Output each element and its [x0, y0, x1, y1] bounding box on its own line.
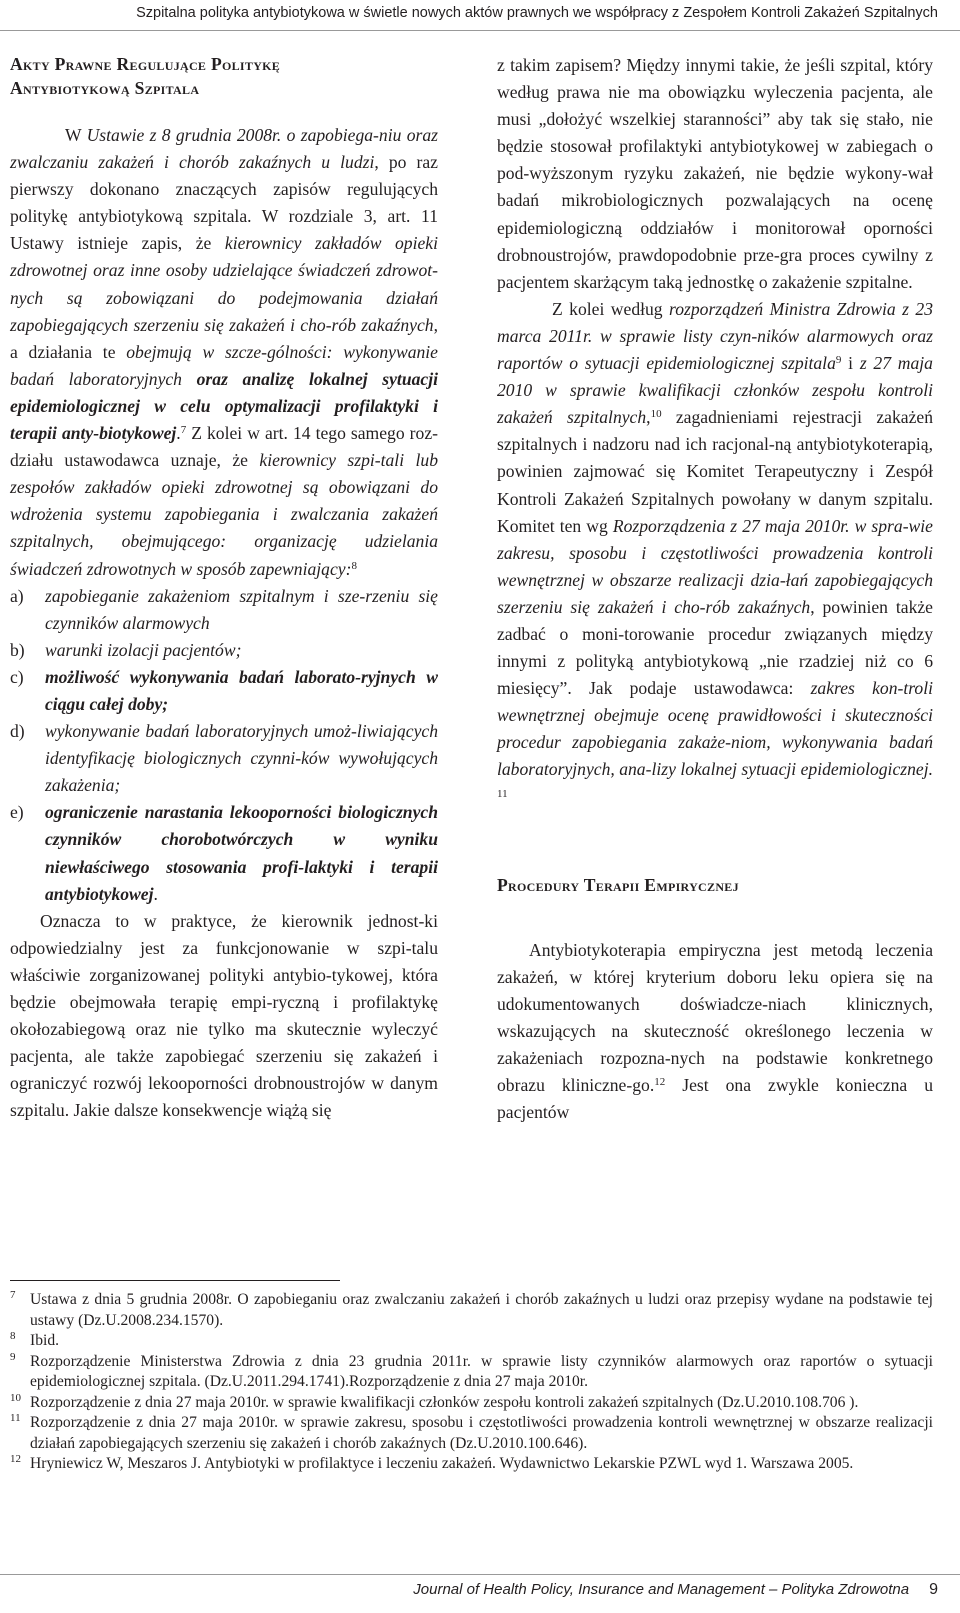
- footnote-ref-8[interactable]: 8: [351, 559, 357, 572]
- section-title-line-2: Antybiotykową Szpitala: [10, 78, 200, 98]
- section-title-empirical: Procedury Terapii Empirycznej: [497, 874, 739, 895]
- footer-divider: [0, 1574, 960, 1575]
- footnote-ref-12[interactable]: 12: [654, 1076, 666, 1089]
- list-label: a): [10, 585, 24, 606]
- quoted-provision: obejmują w szcze-gólności: wykonywanie badań laboratoryjnych: [10, 341, 438, 389]
- list-item: [10, 718, 438, 799]
- footnote-number: 8: [10, 1330, 16, 1342]
- list-text: możliwość wykonywania badań laborato-ryjnych w ciągu całej doby;: [45, 666, 438, 714]
- footnote-text: Hryniewicz W, Meszaros J. Antybiotyki w profilaktyce i leczeniu zakażeń. Wydawnictwo Lekarskie PZWL wyd 1. Warszawa 2005.: [30, 1455, 854, 1472]
- footnotes: [10, 1290, 933, 1475]
- text-run: .: [176, 423, 181, 444]
- list-text: wykonywanie badań laboratoryjnych umoż-liwiających identyfikację biologicznych czynni-ków wywołujących zakażenia;: [45, 721, 438, 796]
- list-item: [10, 664, 438, 718]
- list-label: c): [10, 666, 24, 687]
- section-title-legal-acts: [10, 52, 438, 100]
- list-item: [10, 583, 438, 637]
- list-text: zapobieganie zakażeniom szpitalnym i sze-rzeniu się czynników alarmowych: [45, 585, 438, 633]
- footnote-8: [10, 1331, 933, 1352]
- footnote-number: 11: [10, 1412, 21, 1424]
- text-run: Z kolei według: [552, 298, 670, 319]
- footnote-12: [10, 1454, 933, 1475]
- paragraph-regulations: [497, 296, 933, 811]
- regulation-title: Rozporządzenia z 27 maja 2010r. w spra-wie zakresu, sposobu i częstotliwości prowadzenia kontroli wewnętrznej w obszarze realizacji dzia-łań zapobiegających szerzeniu się zakażeń i cho-rób zakaźnych: [497, 515, 933, 617]
- footnote-ref-11[interactable]: 11: [497, 787, 508, 800]
- journal-name: Journal of Health Policy, Insurance and Management – Polityka Zdrowotna: [413, 1581, 910, 1598]
- text-run: i: [841, 353, 860, 374]
- footnote-divider: [10, 1280, 340, 1281]
- footnote-7: [10, 1290, 933, 1331]
- footnote-10: [10, 1393, 933, 1414]
- footnote-number: 7: [10, 1289, 16, 1301]
- footnote-number: 9: [10, 1350, 16, 1363]
- list-item: [10, 637, 438, 664]
- list-label: b): [10, 639, 25, 660]
- footnote-ref-9[interactable]: 9: [835, 354, 842, 367]
- paragraph-act-2008: [10, 122, 438, 583]
- footnote-number: 10: [10, 1391, 21, 1404]
- list-item: [10, 799, 438, 907]
- footnote-text: Ustawa z dnia 5 grudnia 2008r. O zapobieganiu oraz zwalczaniu zakażeń i chorób zakaźnych u ludzi oraz przepisy wydane na podstawie tej ustawy (Dz.U.2008.234.1570).: [30, 1291, 933, 1329]
- footnote-text: Rozporządzenie z dnia 27 maja 2010r. w sprawie kwalifikacji członków zespołu kontroli zakażeń szpitalnych (Dz.U.2010.108.706 ).: [30, 1393, 859, 1411]
- text-run: Z kolei w art. 14 tego samego roz-działu ustawodawca uznaje, że: [10, 423, 438, 471]
- left-column: [10, 52, 438, 1124]
- footnote-9: [10, 1352, 933, 1393]
- paragraph-empirical-therapy: [497, 937, 933, 1127]
- regulation-title: rozporządzeń Ministra Zdrowia z 23 marca 2011r. w sprawie listy czyn-ników alarmowych oraz raportów o sytuacji epidemiologicznej szpitala: [497, 298, 933, 374]
- header-divider: [0, 30, 960, 31]
- quoted-provision: zakres kon-troli wewnętrznej obejmuje ocenę prawidłowości i skuteczności procedur zapobiegania zakaże-niom, wykonywania badań laboratoryjnych, ana-lizy lokalnej sytuacji epidemiologicznej.: [497, 678, 934, 780]
- paragraph-continuation: z takim zapisem? Między innymi takie, że jeśli szpital, który według prawa nie ma obowiązku wyleczenia pacjenta, ale musi „dołożyć wszelkiej staranności” aby tak się stało, nie będzie stosował profilaktyki antybiotykowej w zabiegach o pod-wyższonym ryzyku zakażeń, nie będzie wykony-wał badań mikrobiologicznych pozwalających na ocenę epidemiologiczną oddziałów i monitorował oporności drobnoustrojów, prawdopodobnie prze-gra proces cywilny z pacjentem skarżącym taką jednostkę o zakażenie szpitalne.: [497, 55, 933, 292]
- list-label: e): [10, 802, 24, 823]
- footnote-ref-10[interactable]: 10: [650, 408, 662, 421]
- running-head: Szpitalna polityka antybiotykowa w świetle nowych aktów prawnych we współpracy z Zespołem Kontroli Zakażeń Szpitalnych: [136, 5, 938, 21]
- text-run: , a działania te: [10, 314, 438, 362]
- text-run: .: [153, 883, 158, 904]
- text-run: Antybiotykoterapia empiryczna jest metodą leczenia zakażeń, w której kryterium doboru leku opiera się na udokumentowanych doświadcze-niach klinicznych, wskazujących na skuteczność określonego leczenia w zakażeniach rozpozna-nych na podstawie konkretnego obrazu kliniczne-go.: [497, 939, 933, 1096]
- list-label: d): [10, 721, 25, 742]
- list-text: ograniczenie narastania lekooporności biologicznych czynników chorobotwórczych w wyniku niewłaściwego stosowania profi-laktyki i terapii antybiotykowej: [45, 802, 438, 904]
- text-run: , po raz pierwszy dokonano znaczących zapisów regulujących politykę antybiotykową szpitala. W rozdziale 3, art. 11 Ustawy istnieje zapis, że: [10, 152, 438, 254]
- paragraph-practice: Oznacza to w praktyce, że kierownik jednost-ki odpowiedzialny jest za funkcjonowanie w szpi-talu właściwie zorganizowanej polityki antybio-tykowej, która będzie obejmowała terapię empi-ryczną i profilaktykę okołozabiegową oraz nie tylko ma skutecznie wyleczyć pacjenta, ale także zapobiegać szerzeniu się zakażeń i ograniczyć rozwój lekooporności drobnoustrojów w danym szpitalu. Jakie dalsze konsekwencje wiążą się: [10, 910, 438, 1121]
- footnote-number: 12: [10, 1453, 21, 1465]
- quoted-provision: kierownicy zakładów opieki zdrowotnej oraz inne osoby udzielające świadczeń zdrowot-nych są zobowiązani do podejmowania działań zapobiegających szerzeniu się zakażeń i cho-rób zakaźnych: [10, 233, 438, 335]
- page-number: 9: [929, 1581, 938, 1598]
- text-run: Jest ona zwykle konieczna u pacjentów: [497, 1075, 933, 1123]
- emphasized-provision: oraz analizę lokalnej sytuacji epidemiologicznej w celu optymalizacji profilaktyki i terapii anty-biotykowej: [10, 368, 438, 444]
- footnote-text: Rozporządzenie z dnia 27 maja 2010r. w sprawie zakresu, sposobu i częstotliwości prowadzenia kontroli wewnętrznej w obszarze realizacji działań zapobiegających szerzeniu się zakażeń i chorób zakaźnych (Dz.U.2010.100.646).: [30, 1414, 933, 1452]
- footnote-11: [10, 1413, 933, 1454]
- regulation-title: z 27 maja 2010 w sprawie kwalifikacji członków zespołu kontroli zakażeń szpitalnych: [497, 353, 933, 428]
- quoted-provision: kierownicy szpi-tali lub zespołów zakładów opieki zdrowotnej są obowiązani do wdrożenia systemu zapobiegania i zwalczania zakażeń szpitalnych, obejmującego: organizację udzielania świadczeń zdrowotnych w sposób zapewniający:: [10, 450, 439, 579]
- text-run: W: [65, 125, 87, 145]
- list-text: warunki izolacji pacjentów;: [45, 639, 242, 660]
- page-footer: [413, 1581, 938, 1599]
- requirements-list: [10, 583, 438, 908]
- section-title-line-1: Akty Prawne Regulujące Politykę: [10, 54, 281, 74]
- act-title: Ustawie z 8 grudnia 2008r. o zapobiega-niu oraz zwalczaniu zakażeń i chorób zakaźnych u ludzi: [10, 125, 438, 173]
- footnote-text: Rozporządzenie Ministerstwa Zdrowia z dnia 23 grudnia 2011r. w sprawie listy czynników alarmowych oraz raportów o sytuacji epidemiologicznej szpitala. (Dz.U.2011.294.1741).Rozporządzenie z dnia 27 maja 2010r.: [30, 1352, 933, 1390]
- footnote-ref-7[interactable]: 7: [180, 424, 187, 437]
- footnote-text: Ibid.: [30, 1332, 60, 1349]
- text-run: zagadnieniami rejestracji zakażeń szpitalnych i nadzoru nad ich racjonal-ną antybiotykoterapią, powinien zajmować się Komitet Terapeutyczny i Zespół Kontroli Zakażeń Szpitalnych powołany w danym szpitalu. Komitet ten wg: [497, 407, 933, 536]
- text-run: , powinien także zadbać o moni-torowanie procedur związanych między innymi z polityką antybiotykową „nie rzadziej niż co 6 miesięcy”. Jak podaje ustawodawca:: [497, 596, 933, 699]
- right-column: [497, 52, 933, 1126]
- text-run: ,: [646, 407, 651, 428]
